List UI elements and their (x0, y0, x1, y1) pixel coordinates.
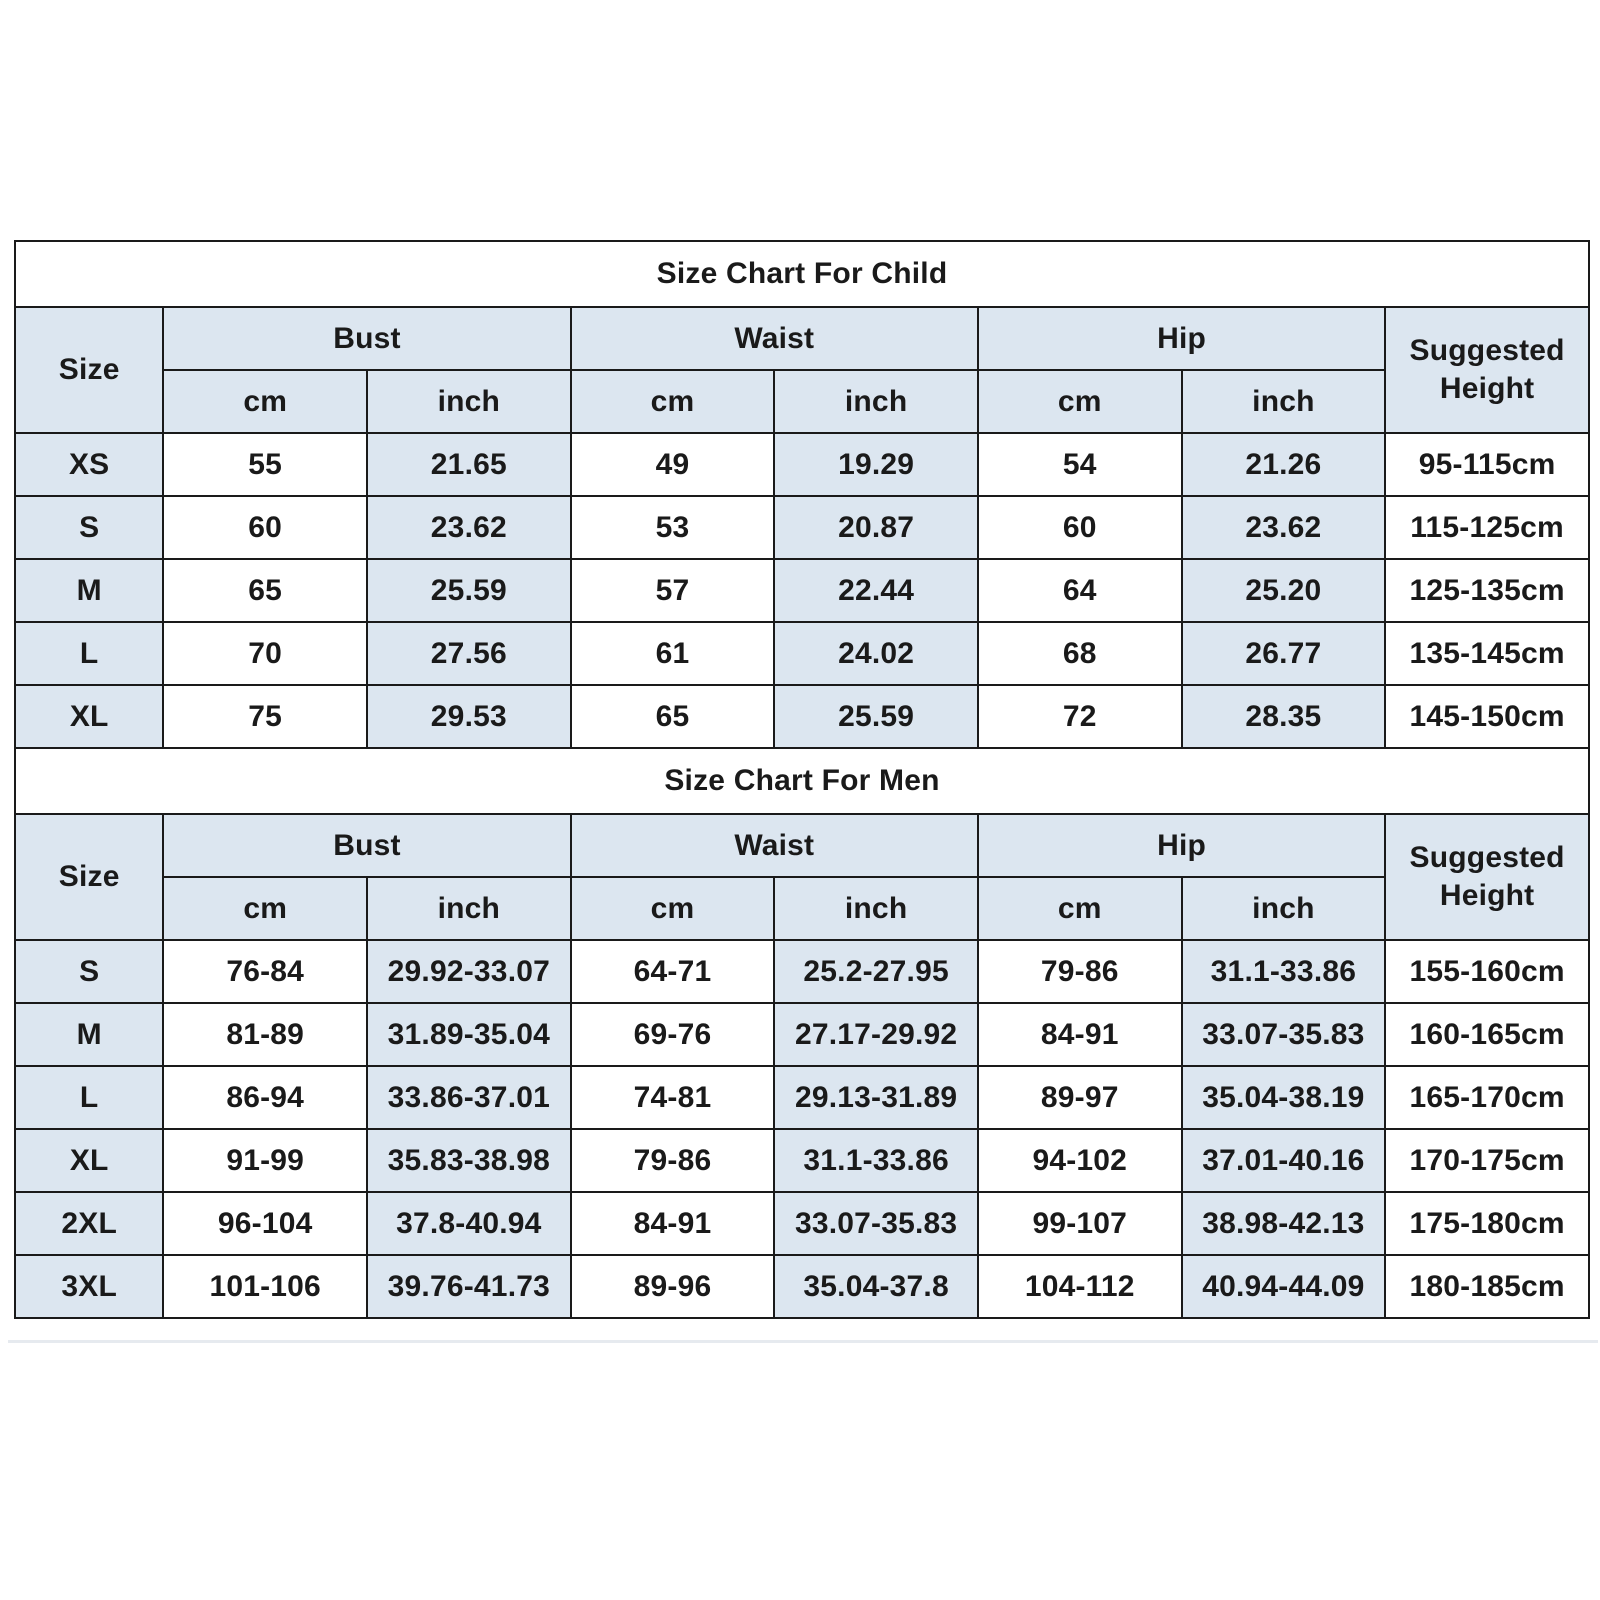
child-waist-header: Waist (571, 307, 978, 370)
child-bust-inch-cell: 29.53 (367, 685, 571, 748)
child-hip-header: Hip (978, 307, 1385, 370)
men-waist-cm-cell: 74-81 (571, 1066, 775, 1129)
child-title: Size Chart For Child (15, 241, 1589, 307)
child-table-row (15, 622, 1589, 685)
child-waist-cm-cell: 53 (571, 496, 775, 559)
men-size-cell: 3XL (15, 1255, 163, 1318)
men-size-cell: L (15, 1066, 163, 1129)
men-hip-inch-cell: 37.01-40.16 (1182, 1129, 1386, 1192)
men-hip-cm-cell: 104-112 (978, 1255, 1182, 1318)
men-title: Size Chart For Men (15, 748, 1589, 814)
child-waist-cm-header: cm (571, 370, 775, 433)
child-size-header: Size (15, 307, 163, 433)
men-table-row (15, 1129, 1589, 1192)
men-table-row (15, 1003, 1589, 1066)
men-waist-cm-cell: 89-96 (571, 1255, 775, 1318)
men-hip-inch-cell: 31.1-33.86 (1182, 940, 1386, 1003)
men-waist-cm-cell: 84-91 (571, 1192, 775, 1255)
men-bust-inch-cell: 33.86-37.01 (367, 1066, 571, 1129)
bottom-divider (8, 1340, 1598, 1343)
child-height-header (1385, 307, 1589, 433)
child-bust-inch-header: inch (367, 370, 571, 433)
men-waist-header: Waist (571, 814, 978, 877)
child-hip-cm-header: cm (978, 370, 1182, 433)
men-waist-inch-cell: 29.13-31.89 (774, 1066, 978, 1129)
men-bust-cm-cell: 96-104 (163, 1192, 367, 1255)
men-unit-row (15, 877, 1589, 940)
men-bust-cm-cell: 101-106 (163, 1255, 367, 1318)
child-hip-inch-cell: 21.26 (1182, 433, 1386, 496)
men-title-row (15, 748, 1589, 814)
men-waist-inch-cell: 31.1-33.86 (774, 1129, 978, 1192)
men-bust-inch-cell: 37.8-40.94 (367, 1192, 571, 1255)
child-bust-cm-cell: 75 (163, 685, 367, 748)
men-table-row (15, 1255, 1589, 1318)
men-bust-cm-cell: 81-89 (163, 1003, 367, 1066)
child-size-cell: S (15, 496, 163, 559)
child-waist-cm-cell: 49 (571, 433, 775, 496)
men-height-cell: 170-175cm (1385, 1129, 1589, 1192)
men-bust-inch-cell: 29.92-33.07 (367, 940, 571, 1003)
child-waist-inch-cell: 19.29 (774, 433, 978, 496)
child-bust-header: Bust (163, 307, 570, 370)
men-waist-cm-cell: 79-86 (571, 1129, 775, 1192)
child-table-row (15, 685, 1589, 748)
child-hip-inch-cell: 26.77 (1182, 622, 1386, 685)
men-waist-cm-cell: 64-71 (571, 940, 775, 1003)
men-height-cell: 175-180cm (1385, 1192, 1589, 1255)
men-waist-inch-cell: 33.07-35.83 (774, 1192, 978, 1255)
men-hip-cm-cell: 99-107 (978, 1192, 1182, 1255)
child-waist-cm-cell: 65 (571, 685, 775, 748)
child-hip-inch-header: inch (1182, 370, 1386, 433)
child-bust-inch-cell: 23.62 (367, 496, 571, 559)
men-table-row (15, 1066, 1589, 1129)
child-size-cell: XL (15, 685, 163, 748)
child-bust-cm-header: cm (163, 370, 367, 433)
child-hip-cm-cell: 68 (978, 622, 1182, 685)
men-table-row (15, 1192, 1589, 1255)
child-hip-cm-cell: 60 (978, 496, 1182, 559)
child-hip-inch-cell: 23.62 (1182, 496, 1386, 559)
child-height-cell: 125-135cm (1385, 559, 1589, 622)
men-bust-cm-cell: 76-84 (163, 940, 367, 1003)
child-unit-row (15, 370, 1589, 433)
child-table-row (15, 496, 1589, 559)
men-hip-cm-cell: 79-86 (978, 940, 1182, 1003)
men-size-cell: 2XL (15, 1192, 163, 1255)
men-hip-inch-cell: 38.98-42.13 (1182, 1192, 1386, 1255)
men-height-header-label: Suggested Height (1409, 841, 1565, 912)
child-height-header-label: Suggested Height (1409, 334, 1565, 405)
men-size-header: Size (15, 814, 163, 940)
child-size-cell: M (15, 559, 163, 622)
child-waist-inch-cell: 22.44 (774, 559, 978, 622)
child-waist-cm-cell: 57 (571, 559, 775, 622)
child-hip-cm-cell: 72 (978, 685, 1182, 748)
child-bust-inch-cell: 25.59 (367, 559, 571, 622)
child-hip-inch-cell: 25.20 (1182, 559, 1386, 622)
men-hip-header: Hip (978, 814, 1385, 877)
men-bust-inch-header: inch (367, 877, 571, 940)
men-height-cell: 180-185cm (1385, 1255, 1589, 1318)
child-hip-cm-cell: 54 (978, 433, 1182, 496)
men-hip-cm-cell: 84-91 (978, 1003, 1182, 1066)
child-title-row (15, 241, 1589, 307)
men-bust-cm-cell: 86-94 (163, 1066, 367, 1129)
child-hip-cm-cell: 64 (978, 559, 1182, 622)
men-size-cell: M (15, 1003, 163, 1066)
child-height-cell: 115-125cm (1385, 496, 1589, 559)
men-height-cell: 160-165cm (1385, 1003, 1589, 1066)
men-waist-inch-cell: 27.17-29.92 (774, 1003, 978, 1066)
child-height-cell: 145-150cm (1385, 685, 1589, 748)
men-waist-inch-cell: 25.2-27.95 (774, 940, 978, 1003)
size-chart-table (14, 240, 1590, 1319)
men-bust-header: Bust (163, 814, 570, 877)
men-hip-cm-header: cm (978, 877, 1182, 940)
men-bust-inch-cell: 31.89-35.04 (367, 1003, 571, 1066)
child-header-row (15, 307, 1589, 370)
child-bust-cm-cell: 65 (163, 559, 367, 622)
child-waist-inch-cell: 24.02 (774, 622, 978, 685)
men-size-cell: S (15, 940, 163, 1003)
men-height-cell: 155-160cm (1385, 940, 1589, 1003)
child-size-cell: L (15, 622, 163, 685)
child-waist-inch-cell: 20.87 (774, 496, 978, 559)
size-chart-document (14, 240, 1590, 1319)
men-hip-inch-cell: 33.07-35.83 (1182, 1003, 1386, 1066)
men-hip-cm-cell: 89-97 (978, 1066, 1182, 1129)
men-bust-inch-cell: 35.83-38.98 (367, 1129, 571, 1192)
child-table-row (15, 559, 1589, 622)
child-waist-inch-cell: 25.59 (774, 685, 978, 748)
men-hip-inch-header: inch (1182, 877, 1386, 940)
men-height-header (1385, 814, 1589, 940)
child-bust-cm-cell: 70 (163, 622, 367, 685)
men-table-row (15, 940, 1589, 1003)
child-waist-cm-cell: 61 (571, 622, 775, 685)
men-waist-inch-cell: 35.04-37.8 (774, 1255, 978, 1318)
child-hip-inch-cell: 28.35 (1182, 685, 1386, 748)
men-hip-inch-cell: 35.04-38.19 (1182, 1066, 1386, 1129)
men-height-cell: 165-170cm (1385, 1066, 1589, 1129)
men-header-row (15, 814, 1589, 877)
men-hip-inch-cell: 40.94-44.09 (1182, 1255, 1386, 1318)
child-table-row (15, 433, 1589, 496)
child-bust-inch-cell: 21.65 (367, 433, 571, 496)
men-bust-inch-cell: 39.76-41.73 (367, 1255, 571, 1318)
child-size-cell: XS (15, 433, 163, 496)
men-bust-cm-cell: 91-99 (163, 1129, 367, 1192)
men-hip-cm-cell: 94-102 (978, 1129, 1182, 1192)
men-size-cell: XL (15, 1129, 163, 1192)
child-bust-inch-cell: 27.56 (367, 622, 571, 685)
child-height-cell: 135-145cm (1385, 622, 1589, 685)
men-waist-cm-cell: 69-76 (571, 1003, 775, 1066)
child-waist-inch-header: inch (774, 370, 978, 433)
child-height-cell: 95-115cm (1385, 433, 1589, 496)
child-bust-cm-cell: 55 (163, 433, 367, 496)
child-bust-cm-cell: 60 (163, 496, 367, 559)
men-bust-cm-header: cm (163, 877, 367, 940)
men-waist-inch-header: inch (774, 877, 978, 940)
men-waist-cm-header: cm (571, 877, 775, 940)
